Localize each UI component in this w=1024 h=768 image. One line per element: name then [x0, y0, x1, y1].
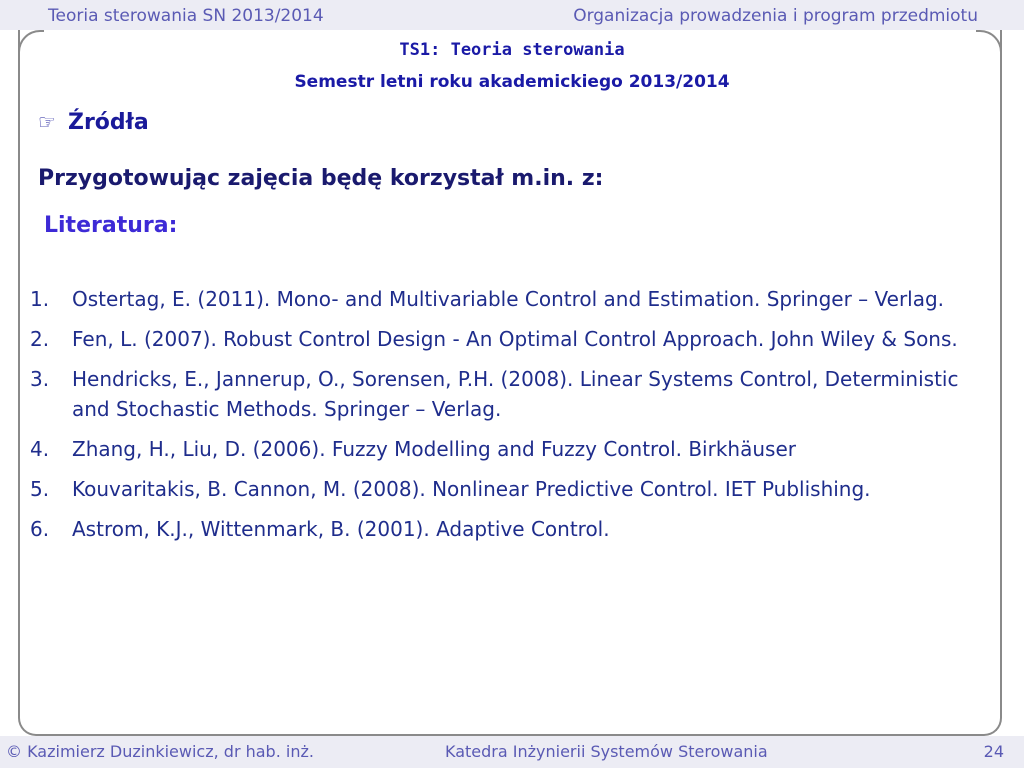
reference-text: Kouvaritakis, B. Cannon, M. (2008). Nonlinear Predictive Control. IET Publishing.: [72, 477, 871, 501]
pointing-hand-icon: ☞: [38, 110, 56, 134]
reference-item: [30, 434, 990, 464]
section-heading: [38, 110, 149, 135]
reference-text: Ostertag, E. (2011). Mono- and Multivariable Control and Estimation. Springer – Verlag.: [72, 287, 945, 311]
reference-item: [30, 474, 990, 504]
slide-subtitle: Semestr letni roku akademickiego 2013/2014: [294, 72, 730, 92]
section-heading-text: Źródła: [68, 110, 149, 135]
reference-text: Astrom, K.J., Wittenmark, B. (2001). Adaptive Control.: [72, 517, 610, 541]
reference-number: 5.: [30, 477, 50, 501]
header-topic: Organizacja prowadzenia i program przedmiotu: [573, 6, 978, 26]
reference-number: 2.: [30, 327, 50, 351]
reference-text: Hendricks, E., Jannerup, O., Sorensen, P.H. (2008). Linear Systems Control, Deterministic and Stochastic Methods. Springer – Verlag.: [72, 367, 959, 421]
page-number: 24: [983, 742, 1004, 761]
intro-text: Przygotowując zajęcia będę korzystał m.in. z:: [38, 166, 604, 191]
literature-heading: Literatura:: [44, 213, 178, 238]
reference-item: [30, 514, 990, 544]
reference-number: 3.: [30, 367, 50, 391]
reference-list: [30, 284, 990, 554]
reference-number: 1.: [30, 287, 50, 311]
footer-author: © Kazimierz Duzinkiewicz, dr hab. inż.: [6, 742, 314, 761]
reference-text: Zhang, H., Liu, D. (2006). Fuzzy Modelling and Fuzzy Control. Birkhäuser: [72, 437, 796, 461]
reference-number: 6.: [30, 517, 50, 541]
reference-item: [30, 284, 990, 314]
reference-text: Fen, L. (2007). Robust Control Design - An Optimal Control Approach. John Wiley & Sons.: [72, 327, 958, 351]
reference-item: [30, 364, 990, 424]
slide-title: TS1: Teoria sterowania: [399, 40, 625, 60]
reference-number: 4.: [30, 437, 50, 461]
footer-department: Katedra Inżynierii Systemów Sterowania: [445, 742, 768, 761]
header-course-title: Teoria sterowania SN 2013/2014: [48, 6, 324, 26]
reference-item: [30, 324, 990, 354]
